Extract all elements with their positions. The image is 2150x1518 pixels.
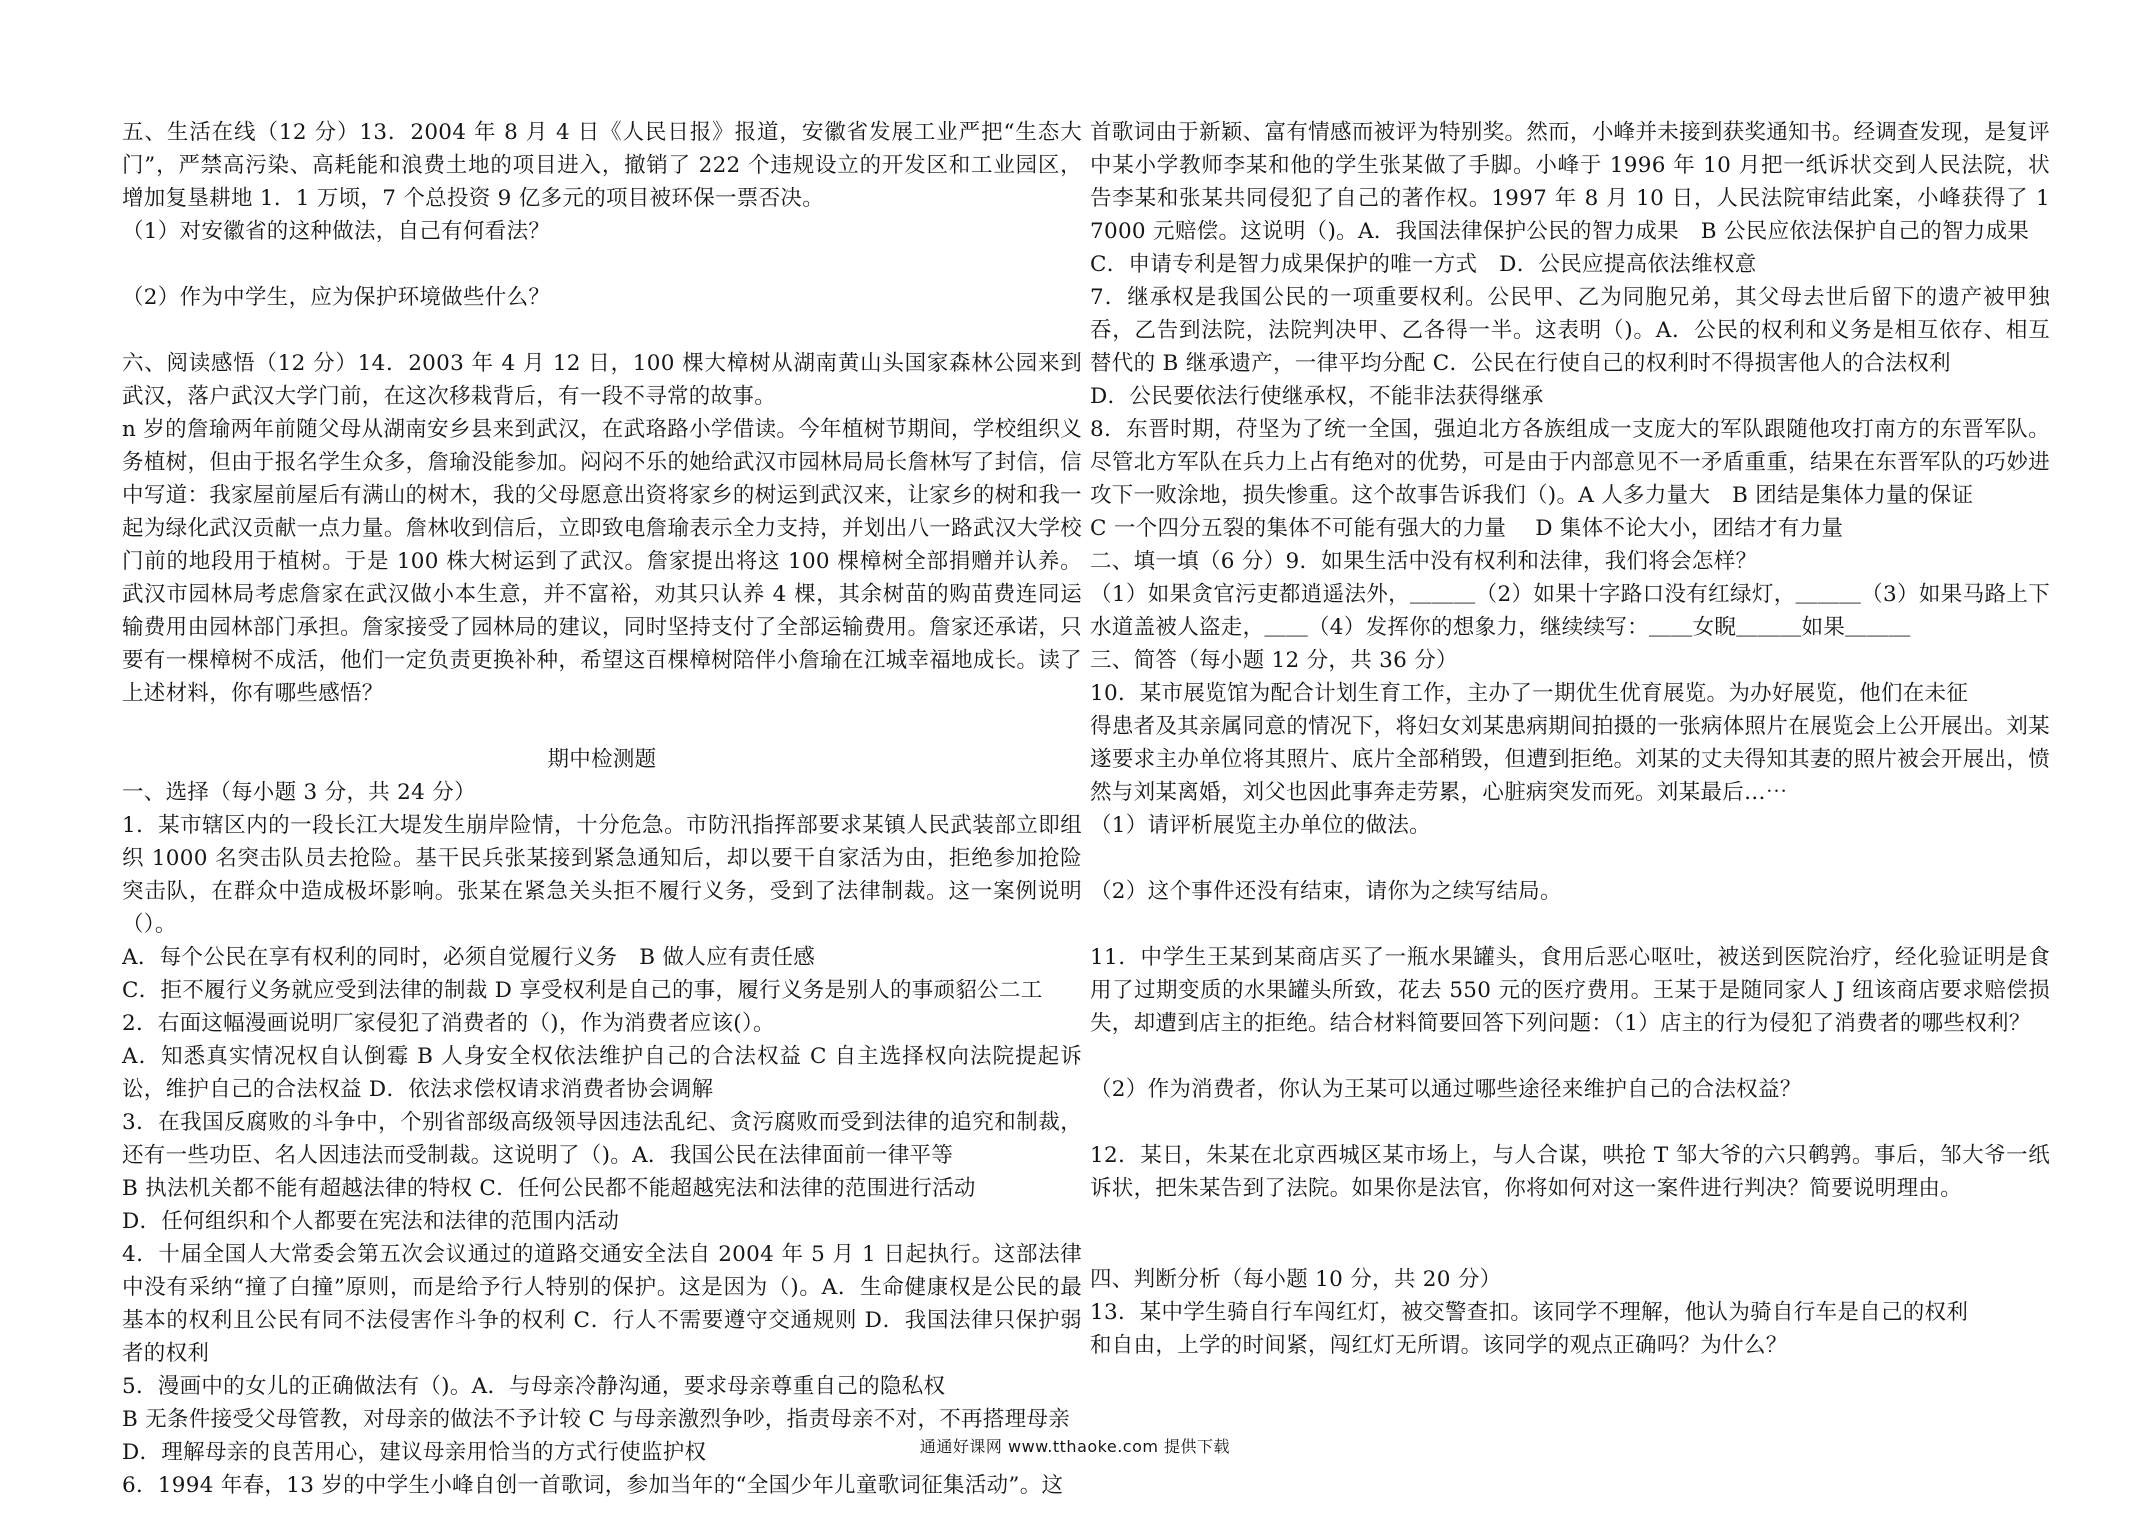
question-1-options-ab: A．每个公民在享有权利的同时，必须自觉履行义务 B 做人应有责任感 [122, 945, 816, 970]
question-10-part-1: （1）请评析展览主办单位的做法。 [1090, 813, 1431, 838]
exam-title: 期中检测题 [547, 747, 657, 772]
section1-title: 一、选择（每小题 3 分，共 24 分） [122, 780, 476, 805]
question-7: 7．继承权是我国公民的一项重要权利。公民甲、乙为同胞兄弟，其父母去世后留下的遗产被甲独吞，乙告到法院，法院判决甲、乙各得一半。这表明（)。A．公民的权利和义务是相互依存、相互替代的 B 继承遗产，一律平均分配 C．公民在行使自己的权利时不得损害他人的合法权利 [1090, 285, 2050, 376]
question-2: 2．右面这幅漫画说明厂家侵犯了消费者的（)，作为消费者应该(）。 [122, 1011, 775, 1036]
question-5-option-d: D．理解母亲的良苦用心，建议母亲用恰当的方式行使监护权 [122, 1440, 707, 1465]
question-11-part-2: （2）作为消费者，你认为王某可以通过哪些途径来维护自己的合法权益？ [1090, 1077, 1802, 1102]
question-3: 3．在我国反腐败的斗争中，个别省部级高级领导因违法乱纪、贪污腐败而受到法律的追究和制裁，还有一些功臣、名人因违法而受制裁。这说明了（)。A．我国公民在法律面前一律平等 [122, 1110, 1082, 1168]
section6-intro: 六、阅读感悟（12 分）14．2003 年 4 月 12 日，100 棵大樟树从湖南黄山头国家森林公园来到武汉，落户武汉大学门前，在这次移栽背后，有一段不寻常的故事。 [122, 351, 1082, 409]
right-column [1090, 116, 2050, 1362]
question-6-options-cd: C．申请专利是智力成果保护的唯一方式 D．公民应提高依法维权意 [1090, 252, 1757, 277]
question-10: 10．某市展览馆为配合计划生育工作，主办了一期优生优育展览。为办好展览，他们在未征 [1090, 681, 1969, 706]
question-5-options-bc: B 无条件接受父母管教，对母亲的做法不予计较 C 与母亲激烈争吵，指责母亲不对，不再搭理母亲 [122, 1407, 1071, 1432]
question-8-options-cd: C 一个四分五裂的集体不可能有强大的力量 D 集体不论大小，团结才有力量 [1090, 516, 1844, 541]
question-6-continued: 首歌词由于新颖、富有情感而被评为特别奖。然而，小峰并未接到获奖通知书。经调查发现，是复评中某小学教师李某和他的学生张某做了手脚。小峰于 1996 年 10 月把一纸诉状交到人民法院，状告李某和张某共同侵犯了自己的著作权。1997 年 8 月 10 日，人民法院审结此案，小峰获得了 1 7000 元赔偿。这说明（)。A．我国法律保护公民的智力成果 B 公民应依法保护自己的智力成果 [1090, 120, 2050, 244]
section2-title: 二、填一填（6 分）9．如果生活中没有权利和法律，我们将会怎样？ [1090, 549, 1758, 574]
section5-question-1: （1）对安徽省的这种做法，自己有何看法？ [122, 219, 551, 244]
section5-intro: 五、生活在线（12 分）13．2004 年 8 月 4 日《人民日报》报道，安徽省发展工业严把“生态大门”，严禁高污染、高耗能和浪费土地的项目进入，撤销了 222 个违规设立的开发区和工业园区，增加复垦耕地 1．1 万顷，7 个总投资 9 亿多元的项目被环保一票否决。 [122, 120, 1082, 211]
question-3-option-d: D．任何组织和个人都要在宪法和法律的范围内活动 [122, 1209, 620, 1234]
question-11: 11．中学生王某到某商店买了一瓶水果罐头，食用后恶心呕吐，被送到医院治疗，经化验证明是食用了过期变质的水果罐头所致，花去 550 元的医疗费用。王某于是随同家人 J 纽该商店要求赔偿损失，却遭到店主的拒绝。结合材料简要回答下列问题：（1）店主的行为侵犯了消费者的哪些权利？ [1090, 945, 2050, 1036]
question-6: 6．1994 年春，13 岁的中学生小峰自创一首歌词，参加当年的“全国少年儿童歌词征集活动”。这 [122, 1473, 1064, 1498]
question-1: 1．某市辖区内的一段长江大堤发生崩岸险情，十分危急。市防汛指挥部要求某镇人民武装部立即组织 1000 名突击队员去抢险。基干民兵张某接到紧急通知后，却以要干自家活为由，拒绝参加抢险突击队，在群众中造成极坏影响。张某在紧急关头拒不履行义务，受到了法律制裁。这一案例说明（）。 [122, 813, 1082, 937]
question-13-continued: 和自由，上学的时间紧，闯红灯无所谓。该同学的观点正确吗？为什么？ [1090, 1333, 1788, 1358]
question-2-options: A．知悉真实情况权自认倒霉 B 人身安全权依法维护自己的合法权益 C 自主选择权向法院提起诉讼，维护自己的合法权益 D．依法求偿权请求消费者协会调解 [122, 1044, 1082, 1102]
question-13: 13．某中学生骑自行车闯红灯，被交警查扣。该同学不理解，他认为骑自行车是自己的权利 [1090, 1300, 1969, 1325]
question-7-option-d: D．公民要依法行使继承权，不能非法获得继承 [1090, 384, 1544, 409]
question-12: 12．某日，朱某在北京西城区某市场上，与人合谋，哄抢 T 邹大爷的六只鹌鹑。事后，邹大爷一纸诉状，把朱某告到了法院。如果你是法官，你将如何对这一案件进行判决？简要说明理由。 [1090, 1143, 2050, 1201]
section4-title: 四、判断分析（每小题 10 分，共 20 分） [1090, 1267, 1502, 1292]
section5-question-2: （2）作为中学生，应为保护环境做些什么？ [122, 285, 551, 310]
question-9: （1）如果贪官污吏都逍遥法外，＿＿＿（2）如果十字路口没有红绿灯，＿＿＿（3）如果马路上下水道盖被人盗走，＿＿（4）发挥你的想象力，继续续写：＿＿女睨＿＿＿如果＿＿＿ [1090, 582, 2050, 640]
question-10-continued: 得患者及其亲属同意的情况下，将妇女刘某患病期间拍摄的一张病体照片在展览会上公开展出。刘某遂要求主办单位将其照片、底片全部稍毁，但遭到拒绝。刘某的丈夫得知其妻的照片被会开展出，愤然与刘某离婚，刘父也因此事奔走劳累，心脏病突发而死。刘某最后…⋯ [1090, 714, 2050, 805]
question-3-options-bc: B 执法机关都不能有超越法律的特权 C．任何公民都不能超越宪法和法律的范围进行活动 [122, 1176, 976, 1201]
question-4: 4．十届全国人大常委会第五次会议通过的道路交通安全法自 2004 年 5 月 1 日起执行。这部法律中没有采纳“撞了白撞”原则，而是给予行人特别的保护。这是因为（)。A．生命健康权是公民的最基本的权利且公民有同不法侵害作斗争的权利 C．行人不需要遵守交通规则 D．我国法律只保护弱者的权利 [122, 1242, 1082, 1366]
question-8: 8．东晋时期，苻坚为了统一全国，强迫北方各族组成一支庞大的军队跟随他攻打南方的东晋军队。尽管北方军队在兵力上占有绝对的优势，可是由于内部意见不一矛盾重重，结果在东晋军队的巧妙进攻下一败涂地，损失惨重。这个故事告诉我们（)。A 人多力量大 B 团结是集体力量的保证 [1090, 417, 2050, 508]
question-5: 5．漫画中的女儿的正确做法有（)。A．与母亲冷静沟通，要求母亲尊重自己的隐私权 [122, 1374, 946, 1399]
left-column [122, 116, 1082, 1502]
question-1-options-cd: C．拒不履行义务就应受到法律的制裁 D 享受权利是自己的事，履行义务是别人的事顽貂公二工 [122, 978, 1043, 1003]
page-footer: 通通好课网 www.tthaoke.com 提供下载 [919, 1437, 1231, 1456]
section3-title: 三、简答（每小题 12 分，共 36 分） [1090, 648, 1458, 673]
section6-story: n 岁的詹瑜两年前随父母从湖南安乡县来到武汉，在武珞路小学借读。今年植树节期间，学校组织义务植树，但由于报名学生众多，詹瑜没能参加。闷闷不乐的她给武汉市园林局局长詹林写了封信，信中写道：我家屋前屋后有满山的树木，我的父母愿意出资将家乡的树运到武汉来，让家乡的树和我一起为绿化武汉贡献一点力量。詹林收到信后，立即致电詹瑜表示全力支持，并划出八一路武汉大学校门前的地段用于植树。于是 100 株大树运到了武汉。詹家提出将这 100 棵樟树全部捐赠并认养。武汉市园林局考虑詹家在武汉做小本生意，并不富裕，劝其只认养 4 棵，其余树苗的购苗费连同运输费用由园林部门承担。詹家接受了园林局的建议，同时坚持支付了全部运输费用。詹家还承诺，只要有一棵樟树不成活，他们一定负责更换补种，希望这百棵樟树陪伴小詹瑜在江城幸福地成长。读了上述材料，你有哪些感悟？ [122, 417, 1082, 706]
question-10-part-2: （2）这个事件还没有结束，请你为之续写结局。 [1090, 879, 1562, 904]
